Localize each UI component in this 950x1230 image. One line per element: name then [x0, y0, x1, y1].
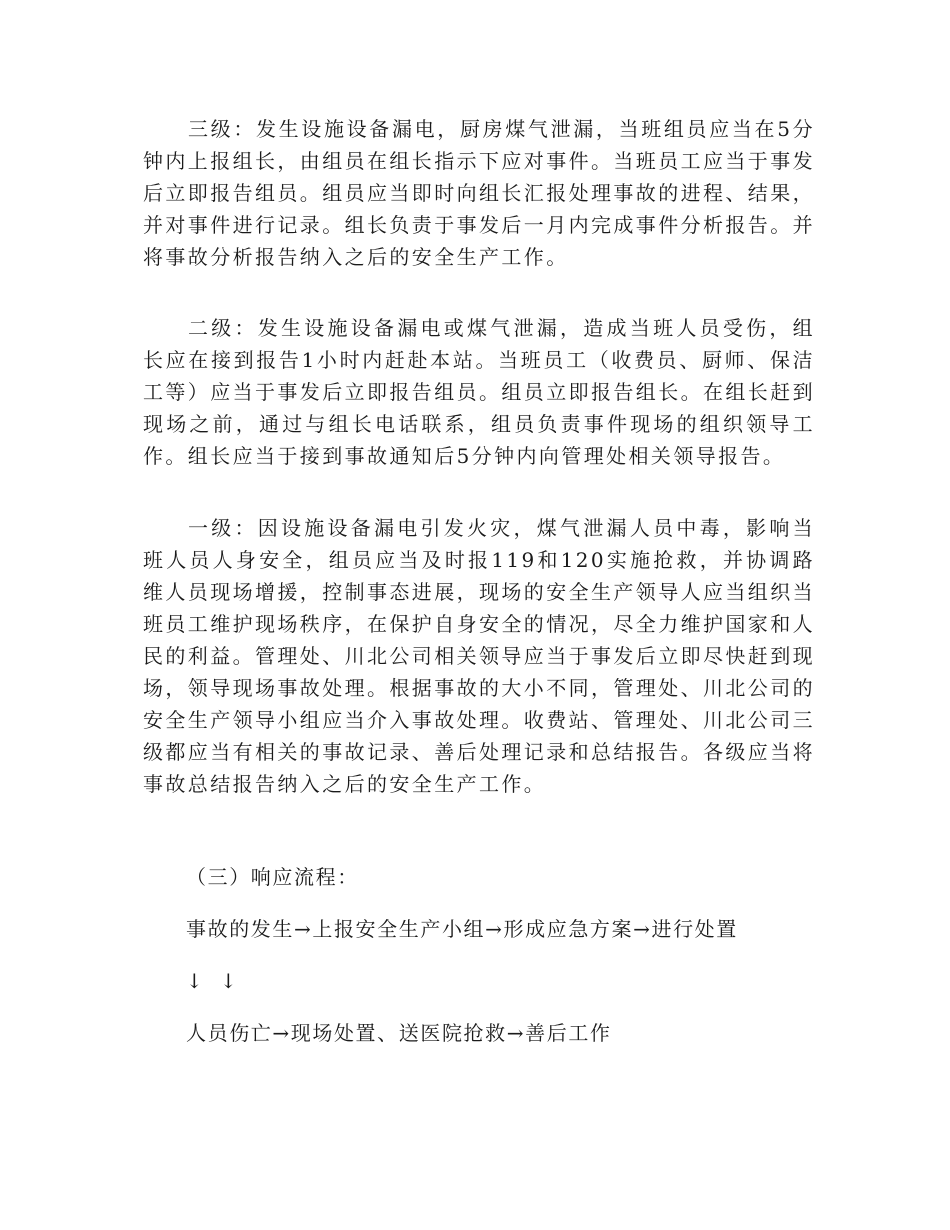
down-arrow-icon: ↓ — [220, 969, 237, 993]
flow-line-1: 事故的发生→上报安全生产小组→形成应急方案→进行处置 — [186, 917, 738, 941]
paragraph-level-1: 一级：因设施设备漏电引发火灾，煤气泄漏人员中毒，影响当班人员人身安全，组员应当及时报119和120实施抢救，并协调路维人员现场增援，控制事态进展，现场的安全生产领导人应当组织当班员工维护现场秩序，在保护自身安全的情况，尽全力维护国家和人民的利益。管理处、川北公司相关领导应当于事发后立即尽快赶到现场，领导现场事故处理。根据事故的大小不同，管理处、川北公司的安全生产领导小组应当介入事故处理。收费站、管理处、川北公司三级都应当有相关的事故记录、善后处理记录和总结报告。各级应当将事故总结报告纳入之后的安全生产工作。 — [143, 516, 815, 796]
flow-arrows — [186, 965, 254, 997]
flow-line-2: 人员伤亡→现场处置、送医院抢救→善后工作 — [186, 1021, 612, 1045]
down-arrow-icon: ↓ — [186, 969, 203, 993]
response-flow-heading: （三）响应流程： — [186, 865, 359, 889]
paragraph-level-2: 二级：发生设施设备漏电或煤气泄漏，造成当班人员受伤，组长应在接到报告1小时内赶赴本站。当班员工（收费员、厨师、保洁工等）应当于事发后立即报告组员。组员立即报告组长。在组长赶到现场之前，通过与组长电话联系，组员负责事件现场的组织领导工作。组长应当于接到事故通知后5分钟内向管理处相关领导报告。 — [143, 316, 815, 468]
paragraph-level-3: 三级：发生设施设备漏电，厨房煤气泄漏，当班组员应当在5分钟内上报组长，由组员在组长指示下应对事件。当班员工应当于事发后立即报告组员。组员应当即时向组长汇报处理事故的进程、结果，并对事件进行记录。组长负责于事发后一月内完成事件分析报告。并将事故分析报告纳入之后的安全生产工作。 — [143, 117, 815, 269]
